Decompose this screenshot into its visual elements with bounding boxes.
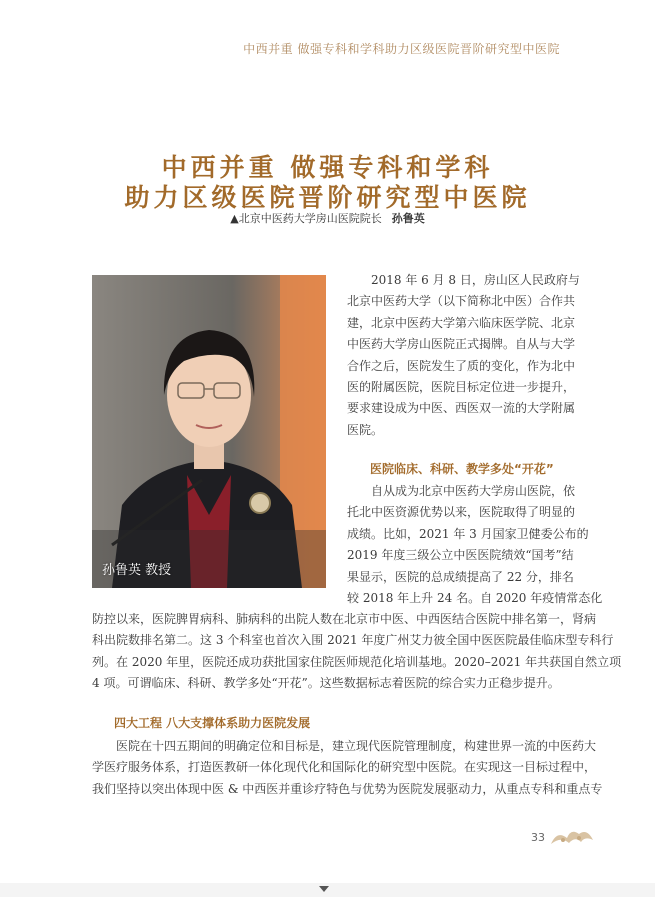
intro-line: 2018 年 6 月 8 日，房山区人民政府与	[371, 273, 580, 287]
article-title-line-1: 中西并重 做强专科和学科	[161, 153, 494, 182]
section-heading-2: 四大工程 八大支撑体系助力医院发展	[114, 716, 311, 730]
section1-full-line: 列。在 2020 年里，医院还成功获批国家住院医师规范化培训基地。2020–2021 年共获国自然立项	[92, 654, 622, 669]
intro-line: 医的附属医院，医院目标定位进一步提升，	[347, 380, 576, 395]
photo-caption: 孙鲁英 教授	[102, 563, 172, 578]
section1-full-line: 4 项。可谓临床、科研、教学多处“开花”。这些数据标志着医院的综合实力正稳步提升。	[92, 676, 560, 691]
section2-line: 学医疗服务体系，打造医教研一体化现代化和国际化的研究型中医院。在实现这一目标过程中，	[92, 760, 597, 775]
section2-paragraph	[92, 736, 603, 800]
portrait-illustration	[92, 275, 326, 588]
section1-full-line: 防控以来，医院脾胃病科、肺病科的出院人数在北京市中医、中西医结合医院中排名第一，肾病	[92, 612, 597, 626]
section2-line: 我们坚持以突出体现中医 & 中西医并重诊疗特色与优势为医院发展驱动力，从重点专科和重点专	[92, 781, 603, 796]
section1-line: 托北中医资源优势以来，医院取得了明显的	[347, 505, 576, 520]
scroll-down-icon[interactable]	[319, 886, 329, 892]
article-title-line-2: 助力区级医院晋阶研究型中医院	[124, 183, 531, 212]
section1-line: 成绩。比如，2021 年 3 月国家卫健委公布的	[347, 526, 589, 541]
section1-line: 果显示，医院的总成绩提高了 22 分，排名	[347, 569, 574, 584]
byline	[0, 210, 655, 226]
author-affiliation: ▲北京中医药大学房山医院院长	[230, 212, 382, 225]
section1-line: 2019 年度三级公立中医医院绩效“国考”结	[347, 548, 574, 563]
section1-column-paragraph	[347, 481, 603, 609]
section-heading-1: 医院临床、科研、教学多处“开花”	[370, 462, 554, 476]
running-head: 中西并重 做强专科和学科助力区级医院晋阶研究型中医院	[243, 42, 560, 56]
intro-line: 合作之后，医院发生了质的变化，作为北中	[347, 358, 576, 373]
section2-line: 医院在十四五期间的明确定位和目标是，建立现代医院管理制度，构建世界一流的中医药大	[116, 739, 597, 753]
section1-line: 较 2018 年上升 24 名。自 2020 年疫情常态化	[347, 591, 603, 606]
section1-full-paragraph	[92, 609, 622, 695]
intro-line: 要求建设成为中医、西医双一流的大学附属	[347, 401, 576, 416]
intro-line: 医院。	[347, 422, 384, 437]
intro-paragraph	[347, 270, 580, 441]
page-number: 33	[531, 831, 545, 844]
section1-line: 自从成为北京中医药大学房山医院，依	[371, 484, 576, 498]
intro-line: 建，北京中医药大学第六临床医学院、北京	[347, 315, 576, 330]
author-name: 孙鲁英	[391, 212, 425, 225]
cloud-ornament-icon	[549, 826, 595, 848]
intro-line: 中医药大学房山医院正式揭牌。自从与大学	[347, 337, 576, 352]
author-photo	[92, 275, 326, 588]
intro-line: 北京中医药大学（以下简称北中医）合作共	[347, 294, 576, 309]
section1-full-line: 科出院数排名第二。这 3 个科室也首次入围 2021 年度广州艾力彼全国中医医院最佳临床型专科行	[92, 633, 614, 648]
